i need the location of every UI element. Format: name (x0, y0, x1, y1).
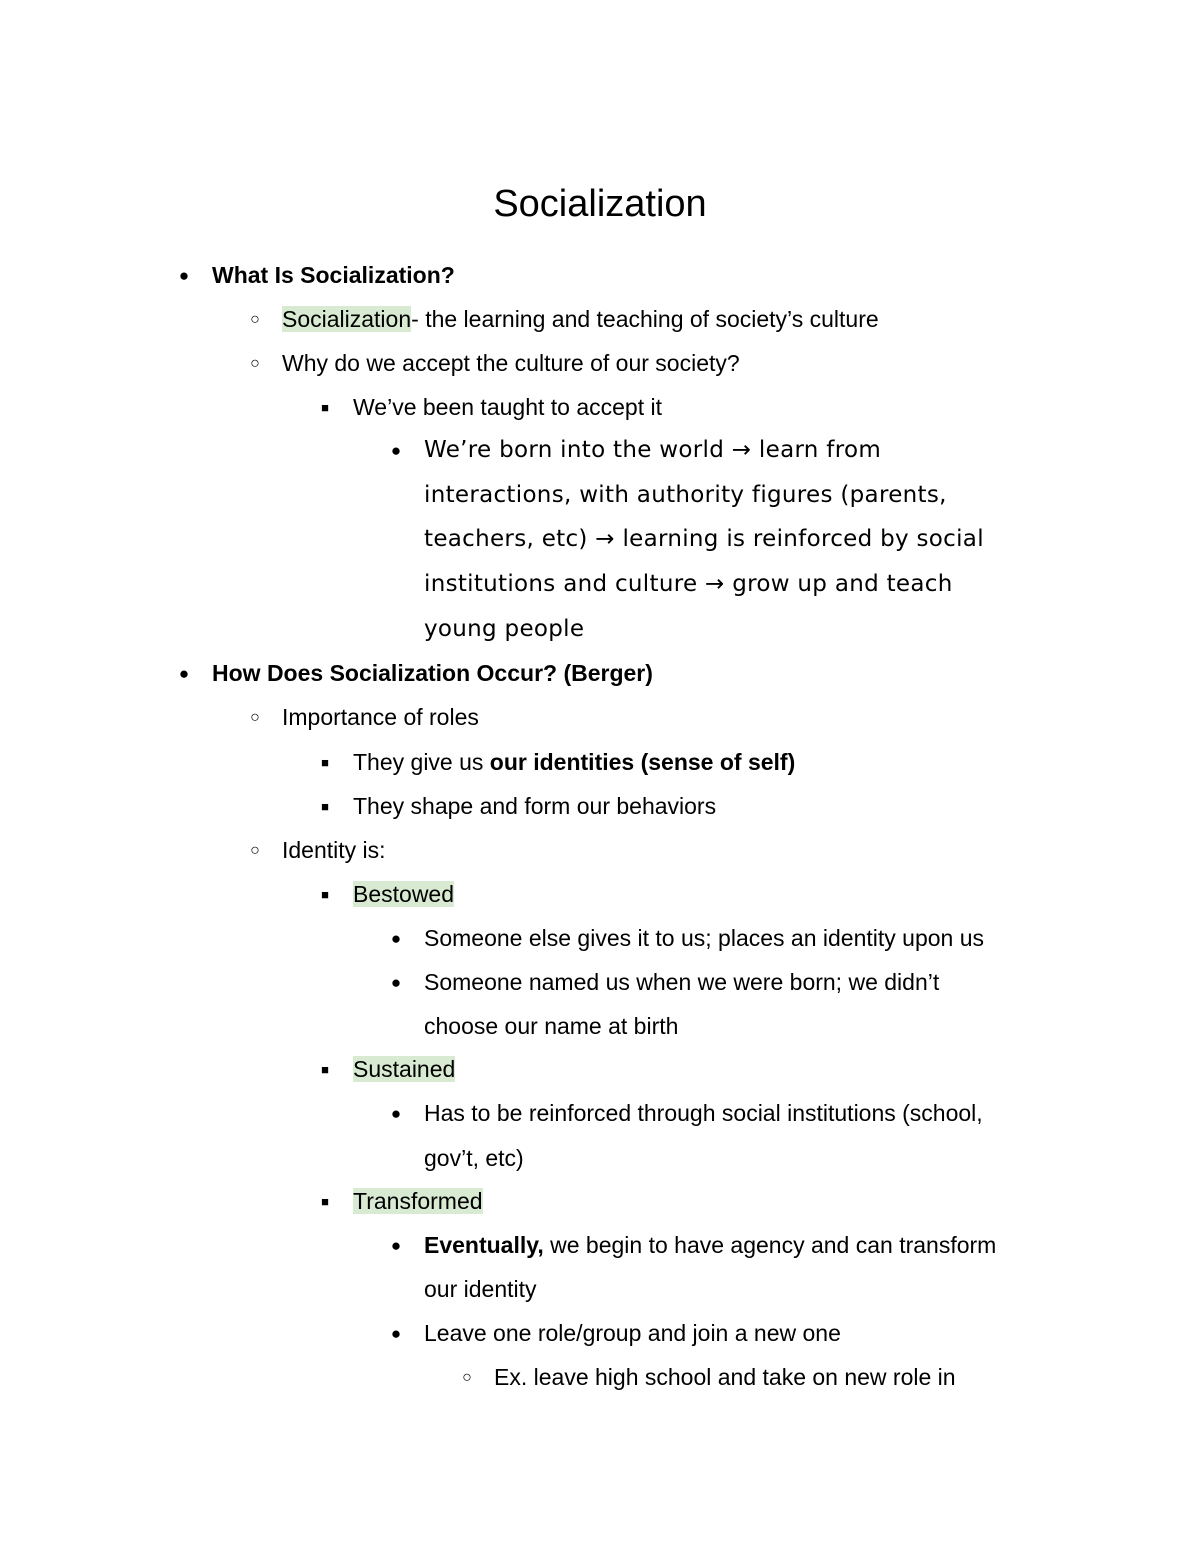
transformed-point (424, 1230, 996, 1260)
transformed-line (353, 1186, 483, 1216)
roles-give-bold: our identities (sense of self) (489, 749, 796, 775)
square-bullet-icon: ■ (321, 1194, 329, 1209)
example-text: Ex. leave high school and take on new role in (494, 1364, 956, 1390)
circle-bullet-icon: ○ (250, 842, 260, 859)
disc-bullet-icon: ● (390, 441, 402, 460)
answer-text: We’ve been taught to accept it (353, 394, 662, 420)
transformed-point-rest: we begin to have agency and can transform (543, 1232, 997, 1258)
explanation-line: teachers, etc) → learning is reinforced by social (424, 526, 984, 552)
disc-bullet-icon: ● (390, 1104, 402, 1123)
square-bullet-icon: ■ (321, 755, 329, 770)
transformed-point: Leave one role/group and join a new one (424, 1320, 841, 1346)
roles-give-prefix: They give us (353, 749, 490, 775)
explanation-line: We’re born into the world → learn from (424, 437, 882, 463)
definition-line (282, 304, 879, 334)
circle-bullet-icon: ○ (250, 709, 260, 726)
sustained-point: Has to be reinforced through social institutions (school, (424, 1100, 983, 1126)
highlighted-term: Bestowed (353, 881, 455, 907)
explanation-line: interactions, with authority figures (parents, (424, 482, 947, 508)
bestowed-line (353, 879, 454, 909)
document-title: Socialization (493, 183, 707, 225)
disc-bullet-icon: ● (178, 266, 190, 285)
square-bullet-icon: ■ (321, 400, 329, 415)
disc-bullet-icon: ● (390, 1236, 402, 1255)
circle-bullet-icon: ○ (462, 1369, 472, 1386)
roles-label: Importance of roles (282, 704, 479, 730)
square-bullet-icon: ■ (321, 1062, 329, 1077)
bestowed-point: Someone named us when we were born; we didn’t (424, 969, 940, 995)
disc-bullet-icon: ● (390, 1324, 402, 1343)
identity-label: Identity is: (282, 837, 386, 863)
circle-bullet-icon: ○ (250, 311, 260, 328)
section-heading-what-is: What Is Socialization? (212, 262, 455, 288)
question-text: Why do we accept the culture of our society? (282, 350, 740, 376)
bestowed-point-continued: choose our name at birth (424, 1013, 679, 1039)
roles-shape-text: They shape and form our behaviors (353, 793, 717, 819)
highlighted-term: Sustained (353, 1056, 456, 1082)
circle-bullet-icon: ○ (250, 355, 260, 372)
square-bullet-icon: ■ (321, 887, 329, 902)
explanation-line: young people (424, 616, 585, 642)
transformed-point-bold: Eventually, (424, 1232, 544, 1258)
explanation-line: institutions and culture → grow up and teach (424, 571, 953, 597)
section-heading-how-occurs: How Does Socialization Occur? (Berger) (212, 660, 653, 686)
roles-give-line (353, 747, 795, 777)
highlighted-term: Socialization (282, 306, 412, 332)
sustained-line (353, 1054, 455, 1084)
definition-text: - the learning and teaching of society’s culture (411, 306, 879, 332)
transformed-point-continued: our identity (424, 1276, 537, 1302)
disc-bullet-icon: ● (390, 973, 402, 992)
bestowed-point: Someone else gives it to us; places an identity upon us (424, 925, 985, 951)
disc-bullet-icon: ● (178, 664, 190, 683)
sustained-point-continued: gov’t, etc) (424, 1145, 524, 1171)
highlighted-term: Transformed (353, 1188, 483, 1214)
disc-bullet-icon: ● (390, 929, 402, 948)
square-bullet-icon: ■ (321, 799, 329, 814)
